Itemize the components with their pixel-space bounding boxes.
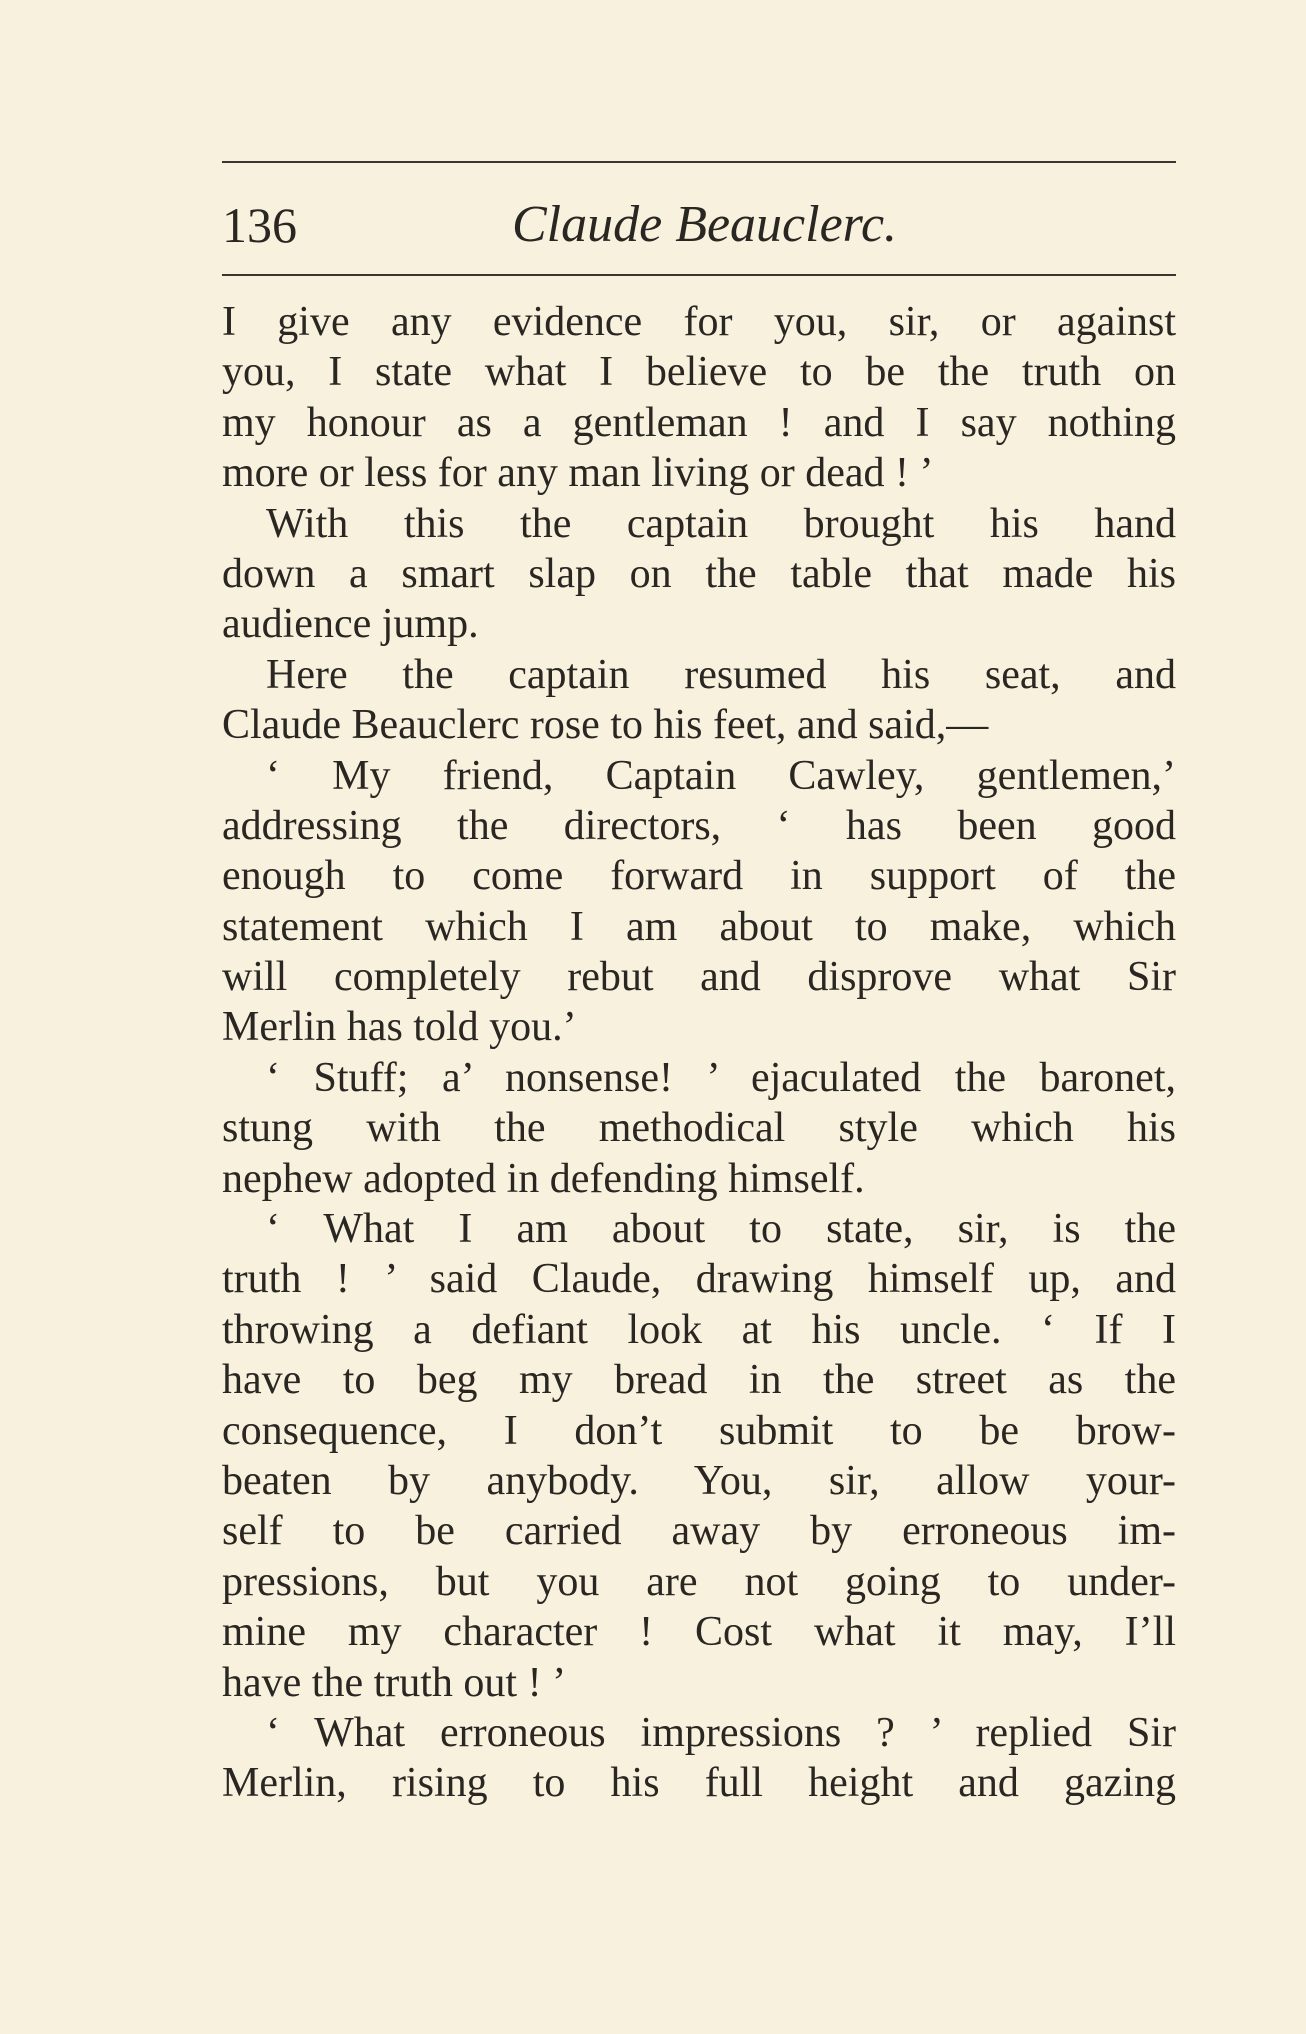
text-line: consequence, I don’t submit to be brow- — [222, 1407, 1176, 1454]
text-line: I give any evidence for you, sir, or against — [222, 299, 1176, 345]
text-line: stung with the methodical style which his — [222, 1105, 1176, 1152]
body-text — [222, 297, 1176, 1809]
running-title: Claude Beauclerc. — [512, 196, 898, 253]
text-line: ‘ Stuff; a’ nonsense! ’ ejaculated the baronet, — [266, 1054, 1176, 1101]
text-line: With this the captain brought his hand — [266, 500, 1176, 547]
header-rule-bottom — [222, 274, 1176, 276]
text-line: Here the captain resumed his seat, and — [266, 651, 1176, 698]
text-line: my honour as a gentleman ! and I say nothing — [222, 399, 1176, 446]
text-line: have to beg my bread in the street as the — [222, 1357, 1176, 1404]
text-line: mine my character ! Cost what it may, I’ll — [222, 1609, 1176, 1656]
text-line: beaten by anybody. You, sir, allow your- — [222, 1457, 1176, 1504]
text-line: Claude Beauclerc rose to his feet, and said,— — [222, 702, 989, 749]
text-line: pressions, but you are not going to under- — [222, 1558, 1176, 1605]
text-line: Merlin has told you.’ — [222, 1004, 577, 1051]
page-number: 136 — [222, 197, 297, 253]
text-line: enough to come forward in support of the — [222, 853, 1176, 900]
text-line: throwing a defiant look at his uncle. ‘ If I — [222, 1306, 1176, 1353]
text-line: ‘ What I am about to state, sir, is the — [266, 1206, 1176, 1253]
text-line: have the truth out ! ’ — [222, 1659, 567, 1706]
text-line: self to be carried away by erroneous im- — [222, 1508, 1176, 1555]
text-line: will completely rebut and disprove what Sir — [222, 954, 1176, 1001]
text-line: down a smart slap on the table that made his — [222, 550, 1176, 597]
text-line: audience jump. — [222, 601, 479, 648]
text-line: nephew adopted in defending himself. — [222, 1155, 865, 1202]
text-line: ‘ My friend, Captain Cawley, gentlemen,’ — [266, 752, 1176, 799]
text-line: addressing the directors, ‘ has been good — [222, 802, 1176, 849]
header-rule-top — [222, 161, 1176, 163]
text-line: Merlin, rising to his full height and gazing — [222, 1760, 1176, 1807]
text-line: ‘ What erroneous impressions ? ’ replied Sir — [266, 1709, 1176, 1756]
text-line: more or less for any man living or dead ! ’ — [222, 450, 934, 497]
text-line: statement which I am about to make, which — [222, 903, 1176, 950]
text-line: you, I state what I believe to be the truth on — [222, 349, 1176, 396]
text-line: truth ! ’ said Claude, drawing himself up, and — [222, 1256, 1176, 1303]
running-header — [222, 190, 1176, 260]
